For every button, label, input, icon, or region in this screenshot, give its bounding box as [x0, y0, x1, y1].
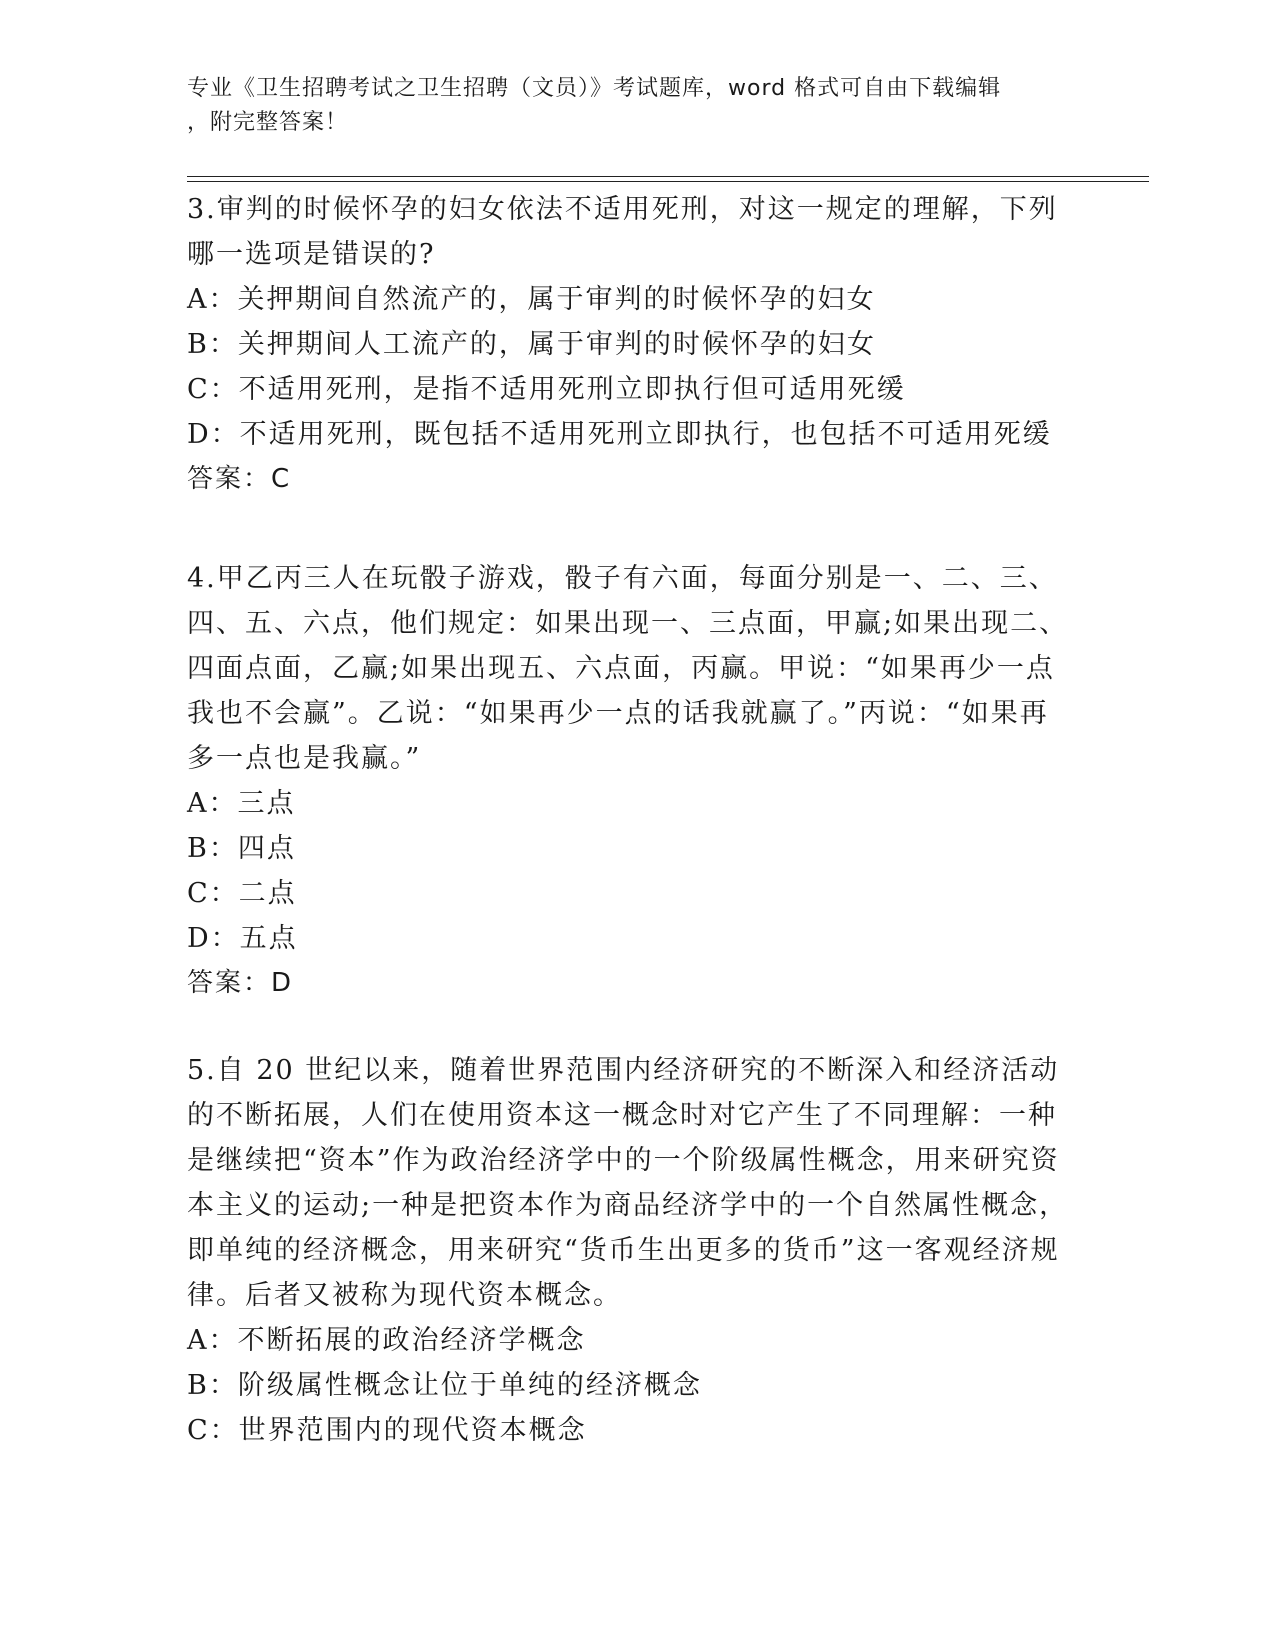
question-text: 5.自 20 世纪以来，随着世界范围内经济研究的不断深入和经济活动的不断拓展，人们在使用资本这一概念时对它产生了不同理解：一种是继续把“资本”作为政治经济学中的一个阶级属性概念，用来研究资本主义的运动;一种是把资本作为商品经济学中的一个自然属性概念，即单纯的经济概念，用来研究“货币生出更多的货币”这一客观经济规律。后者又被称为现代资本概念。 [187, 1055, 1069, 1311]
option-d: D：五点 [187, 923, 298, 954]
option-b: B：阶级属性概念让位于单纯的经济概念 [187, 1370, 702, 1401]
option-b: B：关押期间人工流产的，属于审判的时候怀孕的妇女 [187, 329, 876, 360]
option-d: D：不适用死刑，既包括不适用死刑立即执行，也包括不可适用死缓 [187, 419, 1052, 450]
option-c: C：二点 [187, 878, 297, 909]
question-4 [187, 556, 1077, 1006]
document-header [187, 72, 1087, 140]
option-c: C：世界范围内的现代资本概念 [187, 1415, 587, 1446]
answer-line: 答案：C [187, 464, 292, 494]
header-line-2: ，附完整答案！ [187, 110, 349, 135]
question-text: 3.审判的时候怀孕的妇女依法不适用死刑，对这一规定的理解，下列哪一选项是错误的? [187, 194, 1058, 270]
option-a: A：三点 [187, 788, 296, 819]
question-text: 4.甲乙丙三人在玩骰子游戏，骰子有六面，每面分别是一、二、三、四、五、六点，他们规定：如果出现一、三点面，甲赢;如果出现二、四面点面，乙赢;如果出现五、六点面，丙赢。甲说：“如果再少一点我也不会赢”。乙说：“如果再少一点的话我就赢了。”丙说：“如果再多一点也是我赢。” [187, 563, 1069, 774]
option-c: C：不适用死刑，是指不适用死刑立即执行但可适用死缓 [187, 374, 906, 405]
question-3 [187, 187, 1077, 502]
header-line-1: 专业《卫生招聘考试之卫生招聘（文员）》考试题库，word 格式可自由下载编辑 [187, 76, 1002, 101]
option-b: B：四点 [187, 833, 296, 864]
divider-line-bottom [187, 181, 1149, 182]
header-divider [187, 176, 1149, 183]
option-a: A：关押期间自然流产的，属于审判的时候怀孕的妇女 [187, 284, 876, 315]
answer-line: 答案：D [187, 968, 294, 998]
option-a: A：不断拓展的政治经济学概念 [187, 1325, 586, 1356]
divider-line-top [187, 176, 1149, 177]
question-5 [187, 1048, 1077, 1453]
